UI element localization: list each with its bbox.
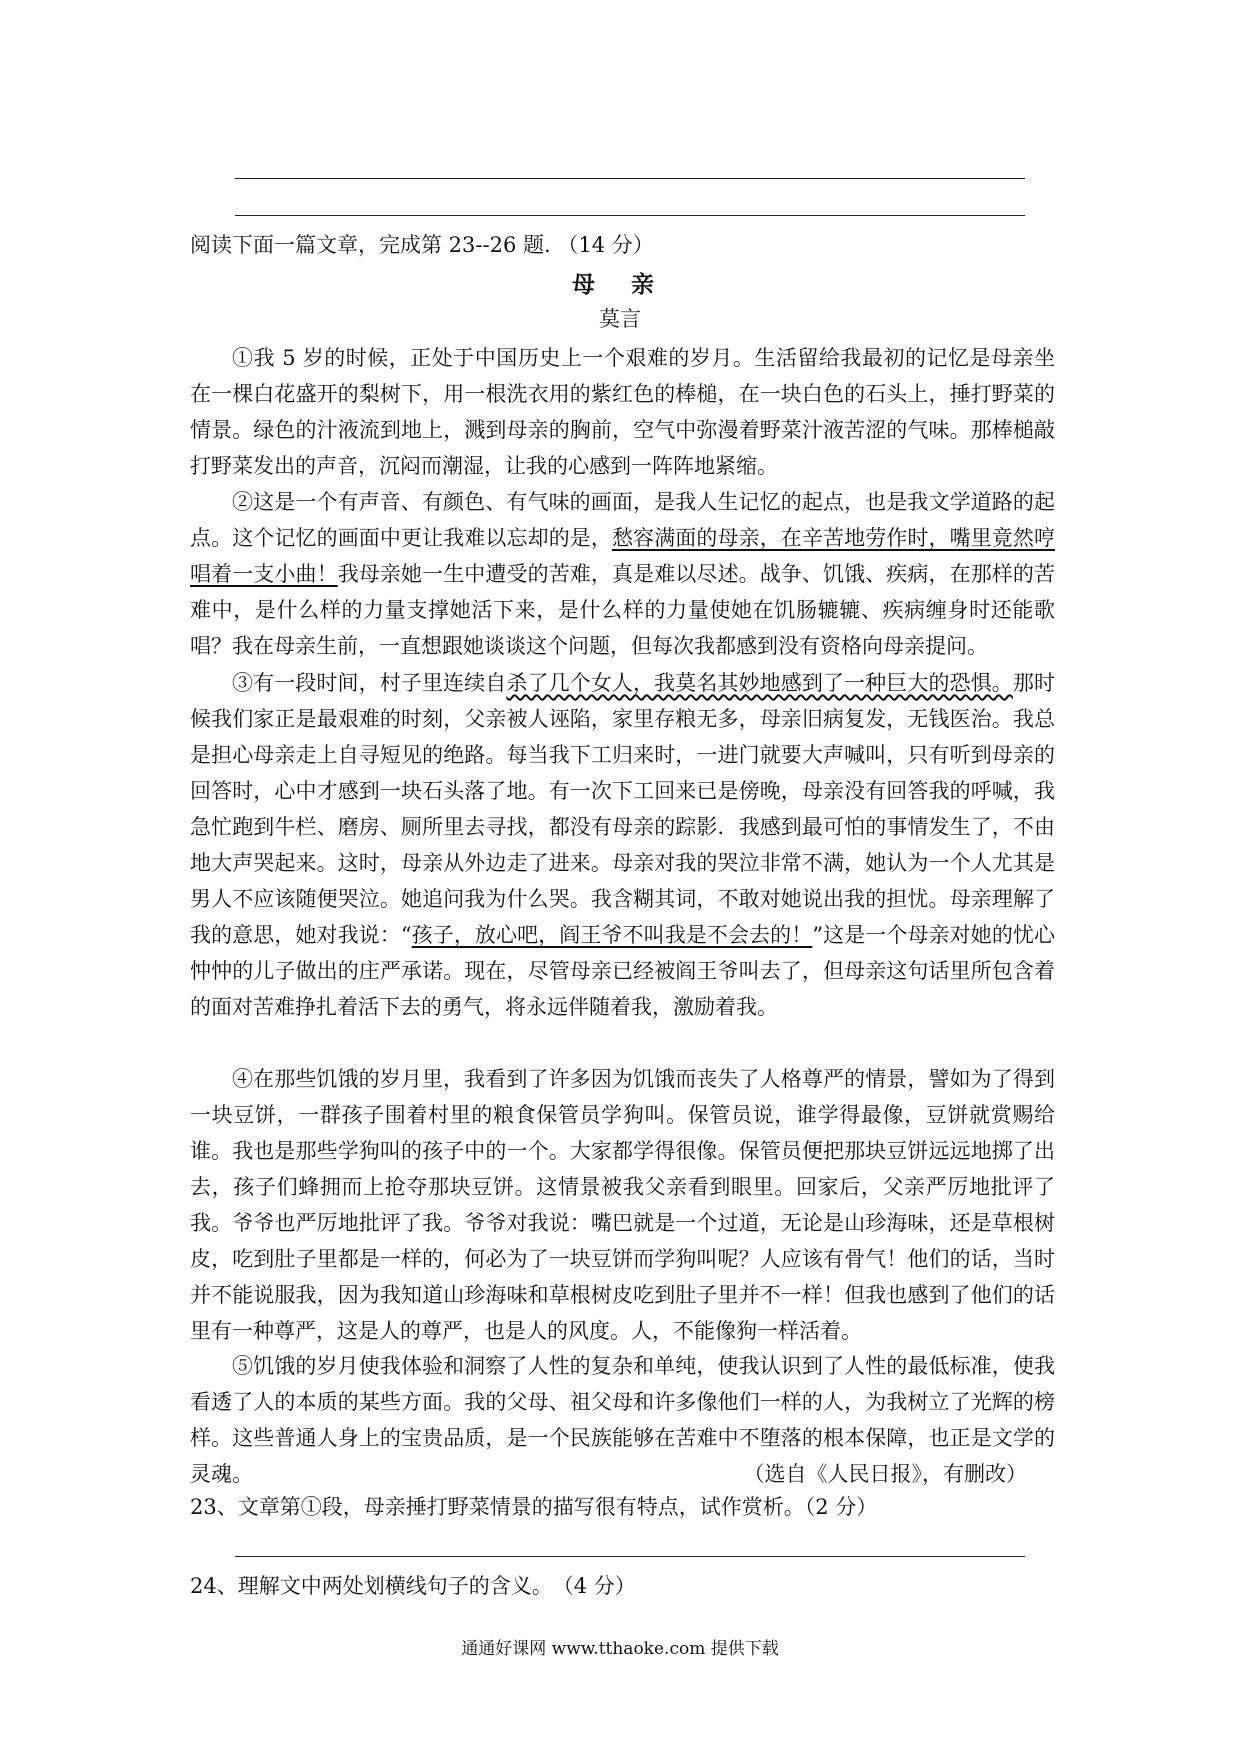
paragraph-3-text: ”这是一个母亲对她的忧心忡忡的儿子做出的庄严承诺。现在，尽管母亲已经被阎王爷叫去了，但母亲这句话里所包含着的面对苦难挣扎着活下去的勇气，将永远伴随着我，激励着我。 [190, 923, 1055, 1019]
paragraph-2-text: 我母亲她一生中遭受的苦难，真是难以尽述。战争、饥饿、疾病，在那样的苦难中，是什么样的力量支撑她活下来，是什么样的力量使她在饥肠辘辘、疾病缠身时还能歌唱？我在母亲生前，一直想跟她谈谈这个问题，但每次我都感到没有资格向母亲提问。 [190, 562, 1056, 658]
underlined-sentence-2: 孩子，放心吧，阎王爷不叫我是不会去的！ [411, 923, 813, 947]
answer-line [235, 215, 1025, 216]
paragraph-2-text: ②这是一个有声音、有颜色、有气味的画面，是我人生记忆的起点，也是我文学道路的起点。这个记忆的画面中更让我难以忘却的是， [190, 490, 1055, 550]
answer-line [235, 178, 1025, 179]
answer-line [235, 1556, 1025, 1557]
article-author: 莫言 [599, 307, 641, 331]
paragraph-5-text: ⑤饥饿的岁月使我体验和洞察了人性的复杂和单纯，使我认识到了人性的最低标准，使我看透了人的本质的某些方面。我的父母、祖父母和许多像他们一样的人，为我树立了光辉的榜样。这些普通人身上的宝贵品质，是一个民族能够在苦难中不堕落的根本保障，也正是文学的灵魂。 [190, 1354, 1055, 1486]
article-title: 母 亲 [571, 271, 668, 298]
question-24: 24、理解文中两处划横线句子的含义。 （4 分） [190, 1574, 636, 1598]
page-footer: 通通好课网 www.tthaoke.com 提供下载 [461, 1639, 779, 1659]
paragraph-2 [190, 484, 1055, 664]
source-note: （选自《人民日报》，有删改） [743, 1462, 1027, 1486]
paragraph-5 [190, 1348, 1055, 1492]
paragraph-3-text: ③有一段时间，村子里连续自 [232, 671, 507, 695]
paragraph-4: ④在那些饥饿的岁月里，我看到了许多因为饥饿而丧失了人格尊严的情景，譬如为了得到一块豆饼，一群孩子围着村里的粮食保管员学狗叫。保管员说，谁学得最像，豆饼就赏赐给谁。我也是那些学狗叫的孩子中的一个。大家都学得很像。保管员便把那块豆饼远远地掷了出去，孩子们蜂拥而上抢夺那块豆饼。这情景被我父亲看到眼里。回家后，父亲严厉地批评了我。爷爷也严厉地批评了我。爷爷对我说：嘴巴就是一个过道，无论是山珍海味，还是草根树皮，吃到肚子里都是一样的，何必为了一块豆饼而学狗叫呢？人应该有骨气！他们的话，当时并不能说服我，因为我知道山珍海味和草根树皮吃到肚子里并不一样！但我也感到了他们的话里有一种尊严，这是人的尊严，也是人的风度。人，不能像狗一样活着。 [190, 1067, 1055, 1343]
wavy-underlined-sentence: 杀了几个女人，我莫名其妙地感到了一种巨大的恐惧。 [506, 671, 1013, 695]
question-23: 23、文章第①段，母亲捶打野菜情景的描写很有特点，试作赏析。（2 分） [190, 1495, 878, 1519]
reading-instruction: 阅读下面一篇文章，完成第 23--26 题. （14 分） [190, 233, 654, 257]
paragraph-1: ①我 5 岁的时候，正处于中国历史上一个艰难的岁月。生活留给我最初的记忆是母亲坐在一棵白花盛开的梨树下，用一根洗衣用的紫红色的棒槌，在一块白色的石头上，捶打野菜的情景。绿色的汁液流到地上，溅到母亲的胸前，空气中弥漫着野菜汁液苦涩的气味。那棒槌敲打野菜发出的声音，沉闷而潮湿，让我的心感到一阵阵地紧缩。 [190, 346, 1055, 478]
underlined-sentence-1: 愁容满面的母亲，在辛苦地劳作时，嘴里竟然哼唱着一支小曲！ [190, 526, 1055, 586]
paragraph-3 [190, 665, 1055, 1025]
paragraph-3-text: 那时候我们家正是最艰难的时刻，父亲被人诬陷，家里存粮无多，母亲旧病复发，无钱医治。我总是担心母亲走上自寻短见的绝路。每当我下工归来时，一进门就要大声喊叫，只有听到母亲的回答时，心中才感到一块石头落了地。有一次下工回来已是傍晚，母亲没有回答我的呼喊，我急忙跑到牛栏、磨房、厕所里去寻找，都没有母亲的踪影．我感到最可怕的事情发生了，不由地大声哭起来。这时，母亲从外边走了进来。母亲对我的哭泣非常不满，她认为一个人尤其是男人不应该随便哭泣。她追问我为什么哭。我含糊其词，不敢对她说出我的担忧。母亲理解了我的意思，她对我说：“ [190, 671, 1056, 947]
